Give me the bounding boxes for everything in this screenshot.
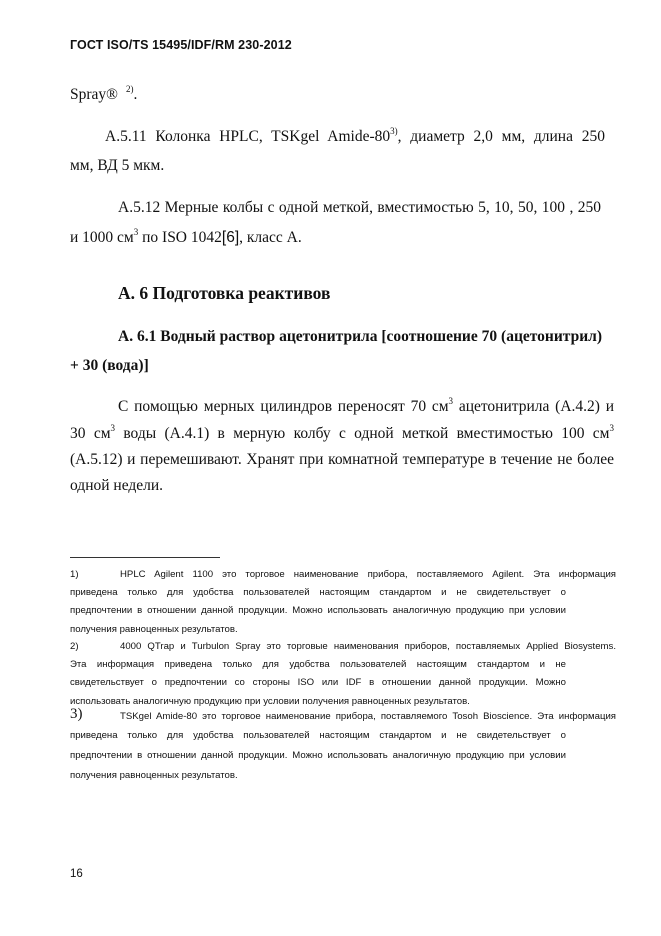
footnote-ref-3: 3) bbox=[390, 126, 398, 136]
footnote-number: 2) bbox=[70, 641, 79, 652]
procedure-line3: (А.5.12) и перемешивают. Хранят при комнатной температуре в течение не более bbox=[70, 451, 614, 468]
footnote-2: 2) 4000 QTrap и Turbulon Spray это торговые наименования приборов, поставляемых Applied Biosystems. Эта информация приведена только для удобства пользователей настоящим стандартом и не свидетельствует о предпочтении со стороны ISO или IDF в отношении данной продукции. Можно использовать аналогичную продукцию при условии получения равноценных результатов. bbox=[70, 638, 620, 714]
footnote-number: 3) bbox=[70, 706, 83, 722]
section-a61-title-line2: + 30 (вода)] bbox=[70, 357, 149, 374]
footnote-3: 3) TSKgel Amide-80 это торговое наименование прибора, поставляемого Tosoh Bioscience. Эта информация приведена только для удобства пользователей настоящим стандартом и не свидетельствует о предпочтении в отношении данной продукции. Можно использовать аналогичную продукцию при условии получения равноценных результатов. bbox=[70, 706, 616, 782]
spray-period: . bbox=[133, 86, 138, 103]
reference-6: [6] bbox=[221, 229, 240, 246]
paragraph-a512-line1: А.5.12 Мерные колбы с одной меткой, вместимостью 5, 10, 50, 100 , 250 bbox=[118, 199, 601, 216]
procedure-line1: С помощью мерных цилиндров переносят 70 $см^3$ ацетонитрила (А.4.2) и bbox=[118, 396, 614, 415]
procedure-line4: одной недели. bbox=[70, 477, 164, 494]
spray-text: Spray® bbox=[70, 86, 118, 103]
spray-line bbox=[70, 80, 137, 109]
footnote-number: 1) bbox=[70, 569, 79, 580]
procedure-line2: 30 $см^3$ воды (А.4.1) в мерную колбу с одной меткой вместимостью 100 $см^3$ bbox=[70, 423, 614, 442]
footnote-1: 1) HPLC Agilent 1100 это торговое наименование прибора, поставляемого Agilent. Эта информация приведена только для удобства пользователей настоящим стандартом и не свидетельствует о предпочтении в отношении данной продукции. Можно использовать аналогичную продукцию при условии получения равноценных результатов. bbox=[70, 566, 620, 642]
document-header: ГОСТ ISO/TS 15495/IDF/RM 230-2012 bbox=[70, 38, 292, 52]
paragraph-a512-line2: и 1000 $см^3$ по ISO 1042[6], класс А. bbox=[70, 227, 302, 246]
section-a6-title: А. 6 Подготовка реактивов bbox=[118, 283, 331, 303]
paragraph-a511-line1: А.5.11 Колонка HPLC, TSKgel Amide-80$^{3)}$, диаметр 2,0 мм, длина 250 bbox=[105, 126, 605, 145]
footnote-separator bbox=[70, 557, 220, 558]
section-a61-title-line1: А. 6.1 Водный раствор ацетонитрила [соотношение 70 (ацетонитрил) bbox=[118, 328, 602, 345]
page-number: 16 bbox=[70, 868, 83, 880]
footnote-ref-2: 2) bbox=[125, 84, 134, 94]
paragraph-a511-line2: мм, ВД 5 мкм. bbox=[70, 157, 165, 174]
